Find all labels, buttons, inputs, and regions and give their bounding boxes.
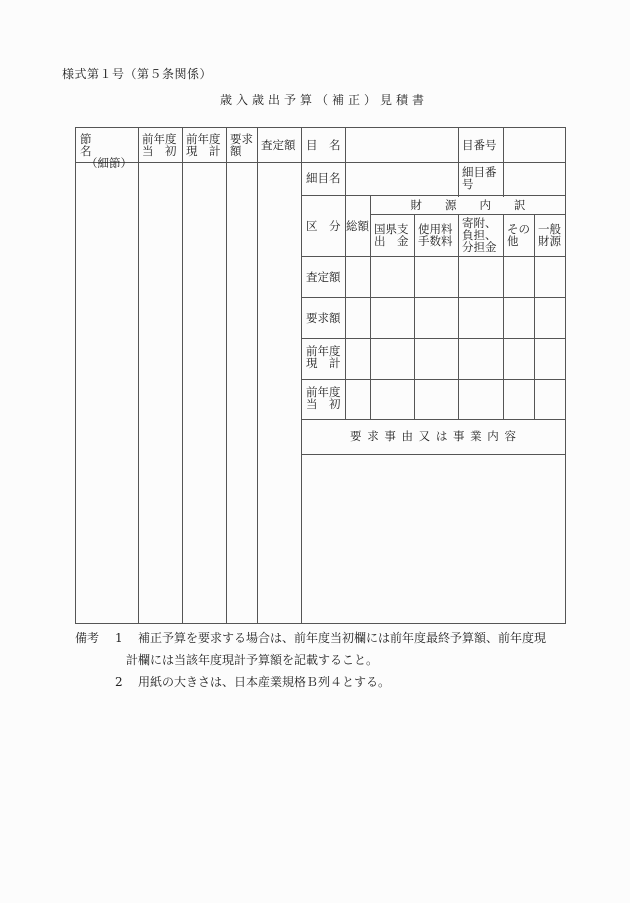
header-line: 要求 xyxy=(230,132,253,146)
funding-col-other xyxy=(507,223,530,247)
note-number: 2 xyxy=(115,675,123,689)
row-label-assessed: 査定額 xyxy=(306,270,341,284)
label-line: 一般 xyxy=(538,222,561,236)
label-line: 国県支 xyxy=(374,222,409,236)
col-divider xyxy=(226,127,227,624)
row-divider xyxy=(370,214,566,215)
funding-col-donations xyxy=(462,217,497,253)
label-line: 当 初 xyxy=(306,397,341,411)
row-label-prev-current xyxy=(306,345,341,369)
note-number: 1 xyxy=(115,631,123,645)
col-divider xyxy=(138,127,139,624)
label-line: 他 xyxy=(507,234,519,248)
funding-col-fees xyxy=(418,223,453,247)
note-text: 用紙の大きさは、日本産業規格Ｂ列４とする。 xyxy=(138,675,391,689)
category-label: 区 分 xyxy=(306,219,341,233)
table-border-bottom xyxy=(75,623,566,624)
row-label-requested: 要求額 xyxy=(306,311,341,325)
col-divider xyxy=(182,127,183,624)
total-label: 総額 xyxy=(346,219,369,233)
header-line: 前年度 xyxy=(142,132,177,146)
label-line: 前年度 xyxy=(306,344,341,358)
sub-item-name-label: 細目名 xyxy=(306,171,341,185)
row-divider xyxy=(301,162,566,163)
row-divider xyxy=(301,419,566,420)
reason-label: 要 求 事 由 又 は 事 業 内 容 xyxy=(350,429,517,443)
header-prev-current xyxy=(186,133,226,157)
label-line: 細目番 xyxy=(462,165,497,179)
label-line: 手数料 xyxy=(418,234,453,248)
row-divider xyxy=(301,297,566,298)
header-line: 当 初 xyxy=(142,144,177,158)
col-divider xyxy=(370,195,371,420)
note-text: 補正予算を要求する場合は、前年度当初欄には前年度最終予算額、前年度現 xyxy=(138,631,547,645)
col-divider xyxy=(257,127,258,624)
header-section-name xyxy=(80,133,136,169)
header-line: 査定額 xyxy=(261,138,296,152)
header-requested xyxy=(230,133,256,157)
notes xyxy=(75,627,585,693)
col-divider xyxy=(345,127,346,197)
row-label-prev-initial xyxy=(306,386,341,410)
label-line: 現 計 xyxy=(306,356,341,370)
table-border-right xyxy=(565,127,566,624)
table-border-top xyxy=(75,127,566,128)
label-line: 財源 xyxy=(538,234,561,248)
funding-col-national xyxy=(374,223,409,247)
row-divider xyxy=(301,195,566,196)
funding-col-general xyxy=(538,223,561,247)
form-number: 様式第１号（第５条関係） xyxy=(62,67,213,81)
document-title: 歳入歳出予算（補正）見積書 xyxy=(220,93,429,107)
funding-breakdown-label: 財 源 内 訳 xyxy=(410,198,526,212)
row-divider xyxy=(301,256,566,257)
header-line: 額 xyxy=(230,144,242,158)
row-divider xyxy=(301,338,566,339)
label-line: 出 金 xyxy=(374,234,409,248)
col-divider xyxy=(503,127,504,197)
item-number-label: 目番号 xyxy=(462,138,497,152)
sub-item-number-label xyxy=(462,166,497,190)
col-divider xyxy=(458,127,459,197)
label-line: 負担、 xyxy=(462,228,497,242)
label-line: 寄附、 xyxy=(462,216,497,230)
label-line: 使用料 xyxy=(418,222,453,236)
col-divider xyxy=(301,127,302,624)
label-line: 分担金 xyxy=(462,240,497,254)
col-divider xyxy=(458,214,459,420)
header-line: （細節） xyxy=(86,156,132,170)
header-prev-initial xyxy=(142,133,182,157)
col-divider xyxy=(414,214,415,420)
header-line: 現 計 xyxy=(186,144,221,158)
col-divider xyxy=(534,214,535,420)
note-text: 計欄には当該年度現計予算額を記載すること。 xyxy=(126,653,379,667)
header-line: 前年度 xyxy=(186,132,221,146)
row-divider xyxy=(301,379,566,380)
col-divider xyxy=(503,214,504,420)
header-assessed xyxy=(261,139,301,151)
item-name-label: 目 名 xyxy=(306,138,341,152)
label-line: 号 xyxy=(462,177,474,191)
label-line: 前年度 xyxy=(306,385,341,399)
table-border-left xyxy=(75,127,76,624)
row-divider xyxy=(301,454,566,455)
header-line: 節 名 xyxy=(80,132,126,158)
notes-label: 備考 xyxy=(75,631,100,645)
label-line: その xyxy=(507,222,530,236)
